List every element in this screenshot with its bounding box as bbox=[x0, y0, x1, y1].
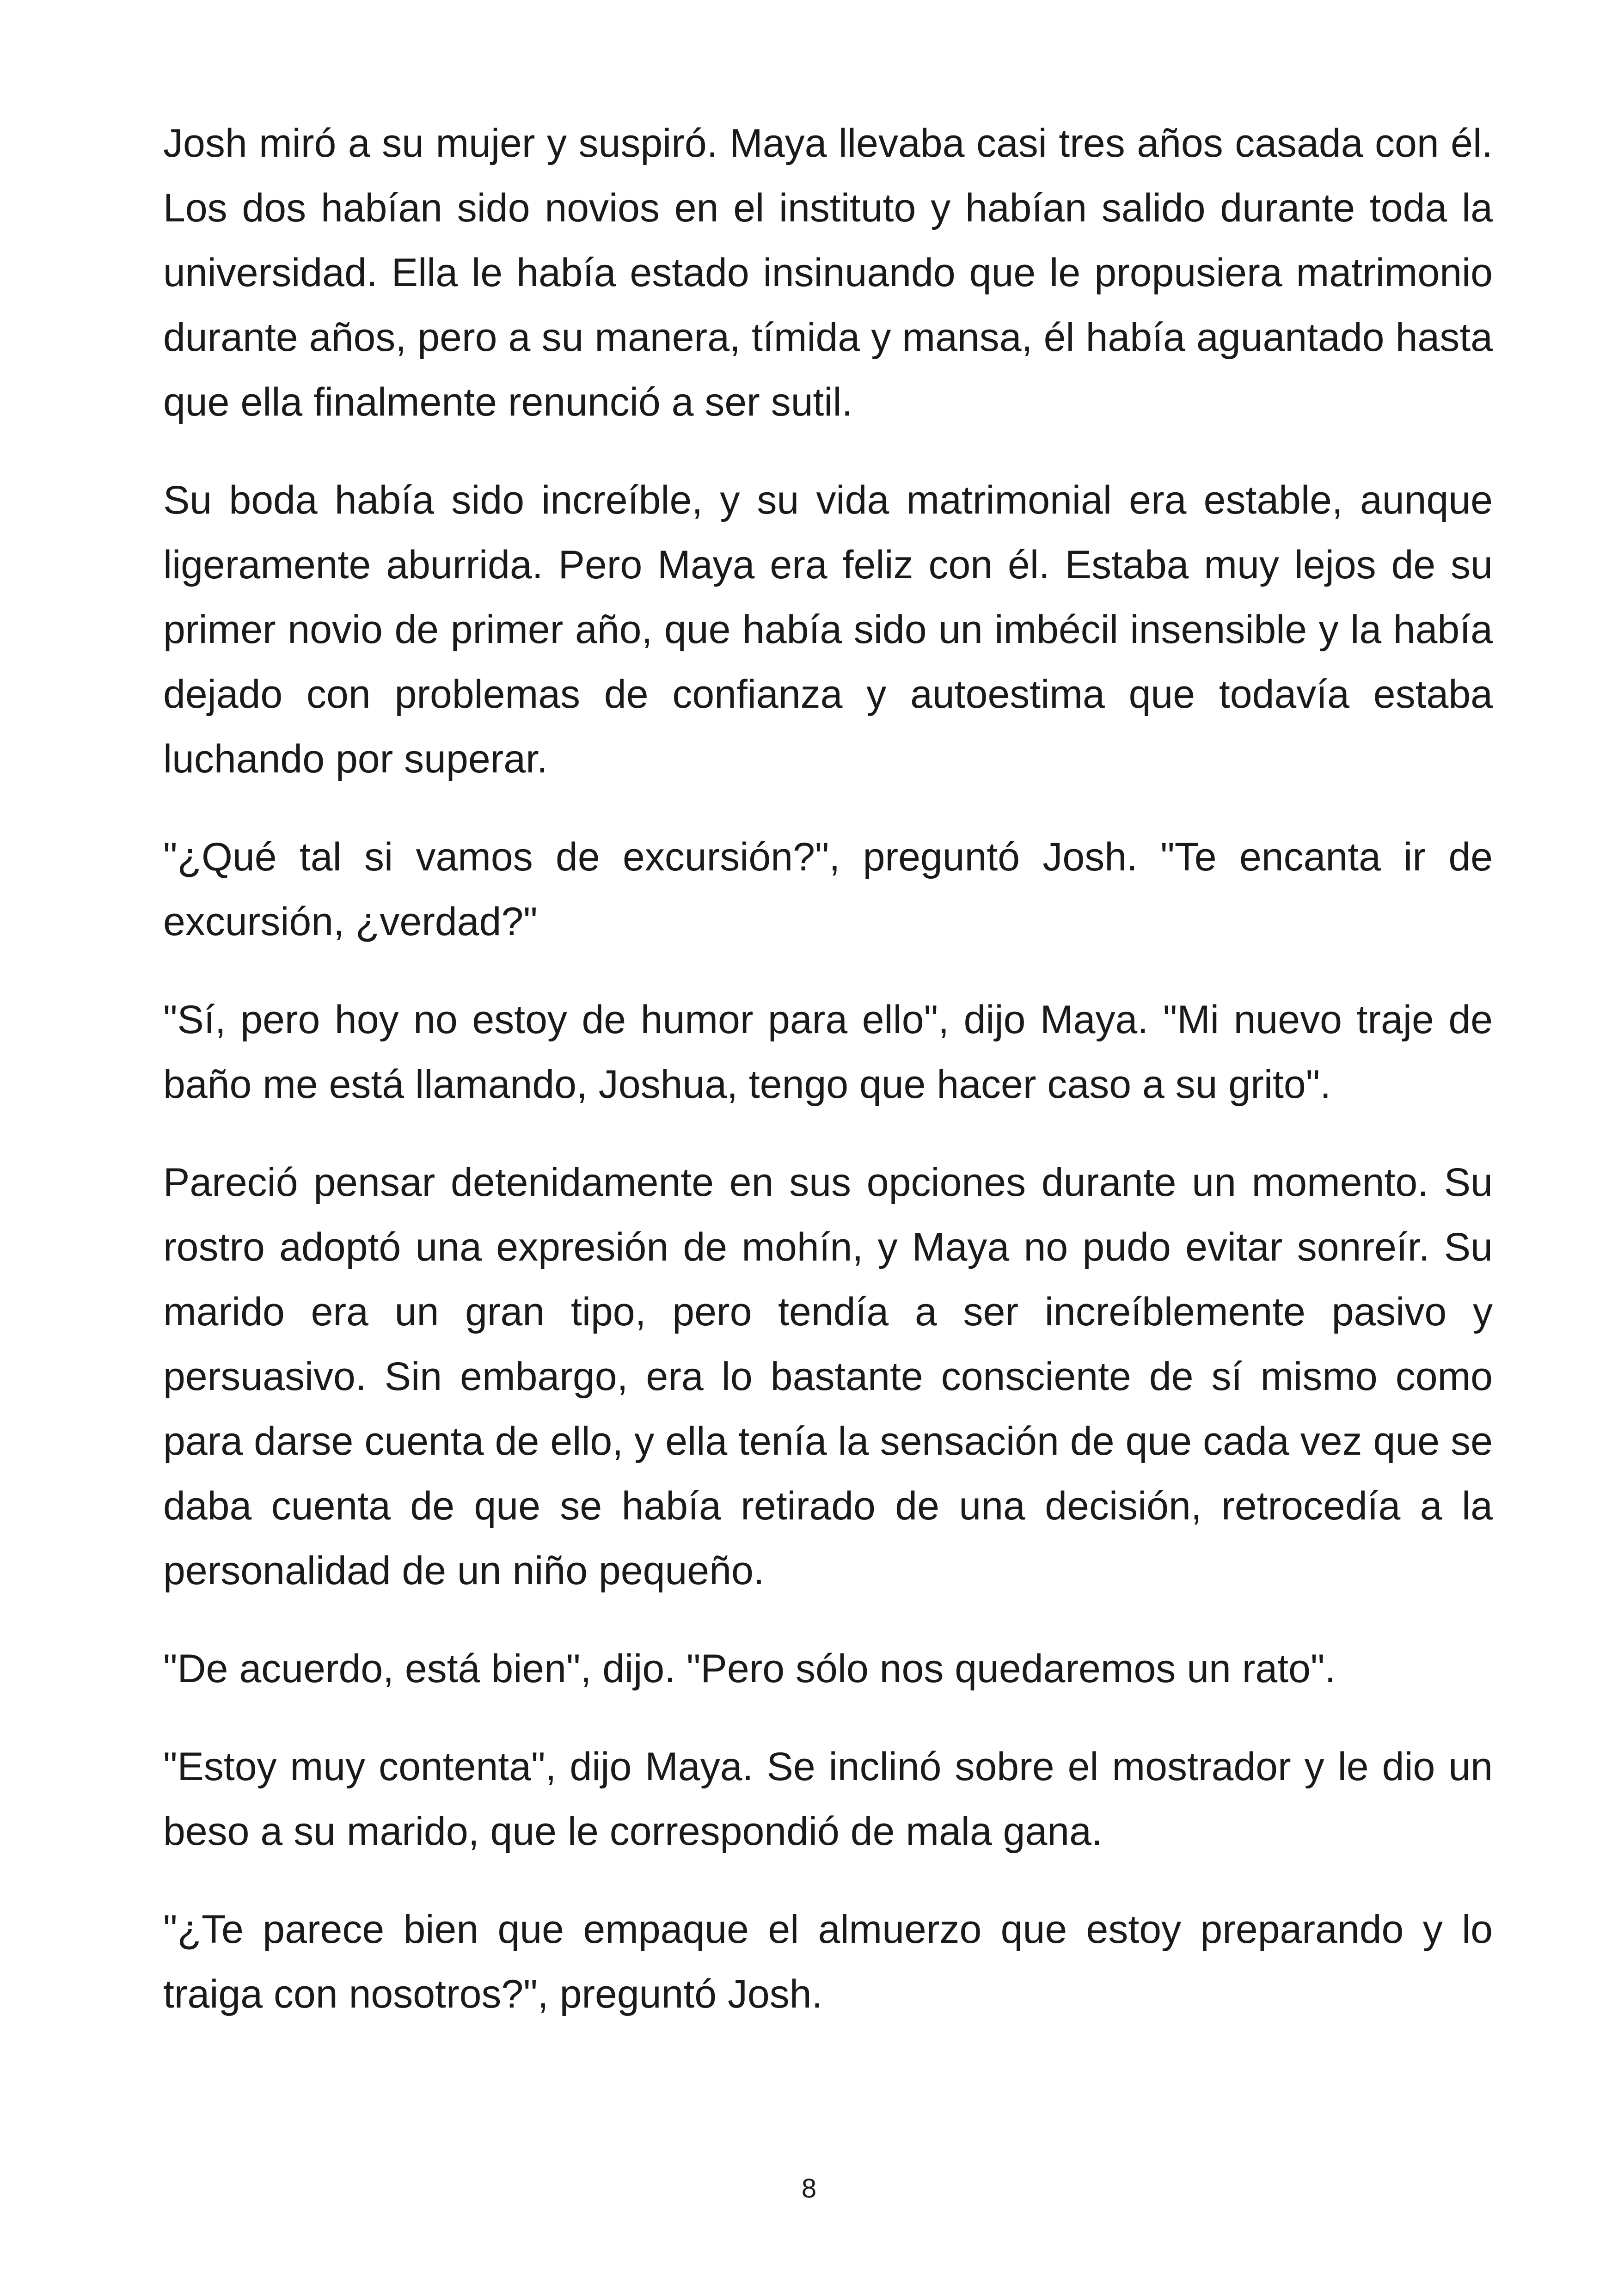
paragraph-8: "¿Te parece bien que empaque el almuerzo que estoy preparando y lo traiga con nosotros?", preguntó Josh. bbox=[163, 1907, 1493, 2016]
page-number: 8 bbox=[801, 2174, 817, 2204]
paragraph-6: "De acuerdo, está bien", dijo. "Pero sólo nos quedaremos un rato". bbox=[163, 1647, 1336, 1691]
body-text bbox=[163, 111, 1493, 2060]
paragraph-5: Pareció pensar detenidamente en sus opciones durante un momento. Su rostro adoptó una expresión de mohín, y Maya no pudo evitar sonreír. Su marido era un gran tipo, pero tendía a ser increíblemente pasivo y persuasivo. Sin embargo, era lo bastante consciente de sí mismo como para darse cuenta de ello, y ella tenía la sensación de que cada vez que se daba cuenta de que se había retirado de una decisión, retrocedía a la personalidad de un niño pequeño. bbox=[163, 1160, 1493, 1593]
paragraph-4: "Sí, pero hoy no estoy de humor para ello", dijo Maya. "Mi nuevo traje de baño me está llamando, Joshua, tengo que hacer caso a su grito". bbox=[163, 998, 1493, 1107]
paragraph-7: "Estoy muy contenta", dijo Maya. Se inclinó sobre el mostrador y le dio un beso a su marido, que le correspondió de mala gana. bbox=[163, 1745, 1493, 1854]
paragraph-1: Josh miró a su mujer y suspiró. Maya llevaba casi tres años casada con él. Los dos habían sido novios en el instituto y habían salido durante toda la universidad. Ella le había estado insinuando que le propusiera matrimonio durante años, pero a su manera, tímida y mansa, él había aguantado hasta que ella finalmente renunció a ser sutil. bbox=[163, 121, 1493, 424]
paragraph-2: Su boda había sido increíble, y su vida matrimonial era estable, aunque ligeramente aburrida. Pero Maya era feliz con él. Estaba muy lejos de su primer novio de primer año, que había sido un imbécil insensible y la había dejado con problemas de confianza y autoestima que todavía estaba luchando por superar. bbox=[163, 478, 1493, 781]
paragraph-3: "¿Qué tal si vamos de excursión?", preguntó Josh. "Te encanta ir de excursión, ¿verdad?" bbox=[163, 835, 1493, 944]
